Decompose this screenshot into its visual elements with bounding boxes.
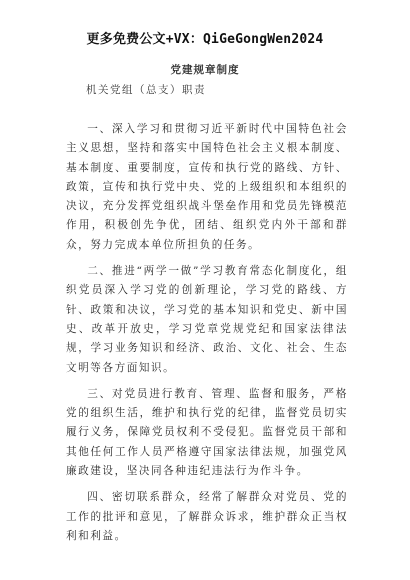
- paragraph-4: 四、密切联系群众，经常了解群众对党员、党的工作的批评和意见，了解群众诉求，维护群众正当权利和利益。: [66, 491, 348, 542]
- paragraph-2: 二、推进“两学一做”学习教育常态化制度化，组织党员深入学习党的创新理论，学习党的路线、方针、政策和决议，学习党的基本知识和党史、新中国史、改革开放史，学习党章党规党纪和国家法律法规，学习业务知识和经济、政治、文化、社会、生态文明等各方面知识。: [66, 265, 348, 374]
- section-heading: 机关党组（总支）职责: [86, 84, 206, 96]
- document-title: 党建规章制度: [170, 64, 240, 76]
- document-body: [66, 120, 348, 553]
- watermark-banner: 更多免费公文+VX：QiGeGongWen2024: [86, 32, 324, 47]
- paragraph-3: 三、对党员进行教育、管理、监督和服务，严格党的组织生活，维护和执行党的纪律，监督党员切实履行义务，保障党员权利不受侵犯。监督党员干部和其他任何工作人员严格遵守国家法律法规，加强党风廉政建设，坚决同各种违纪违法行为作斗争。: [66, 387, 348, 478]
- paragraph-1: 一、深入学习和贯彻习近平新时代中国特色社会主义思想，坚持和落实中国特色社会主义根本制度、基本制度、重要制度，宣传和执行党的路线、方针、政策，宣传和执行党中央、党的上级组织和本组织的决议，充分发挥党组织战斗堡垒作用和党员先锋模范作用，积极创先争优，团结、组织党内外干部和群众，努力完成本单位所担负的任务。: [66, 123, 348, 251]
